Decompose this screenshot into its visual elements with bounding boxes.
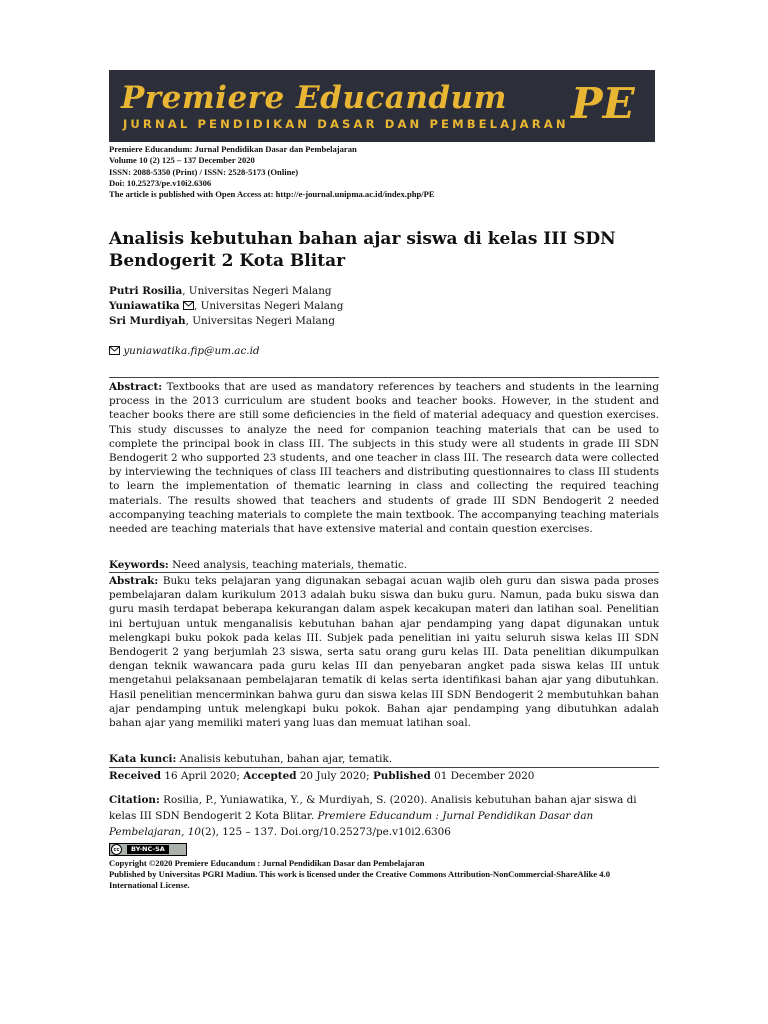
abstrak-text: Buku teks pelajaran yang digunakan sebagai acuan wajib oleh guru dan siswa pada proses pembelajaran dalam kurikulum 2013 adalah buku siswa dan buku guru. Namun, pada buku siswa dan guru masih terdapat beberapa kekurangan dalam aspek kecakupan materi dan latihan soal. Penelitian ini bertujuan untuk menganalisis kebutuhan bahan ajar pendamping yang dapat digunakan untuk melengkapi buku pokok pada kelas III. Subjek pada penelitian ini yaitu seluruh siswa kelas III SDN Bendogerit 2 yang berjumlah 23 siswa, serta satu orang guru kelas III. Data penelitian dikumpulkan dengan teknik wawancara pada guru kelas III dan penyebaran angket pada siswa kelas III untuk mengetahui pelaksanaan pembelajaran tematik di kelas serta identifikasi bahan ajar yang dibutuhkan. Hasil penelitian mencerminkan bahwa guru dan siswa kelas III SDN Bendogerit 2 membutuhkan bahan ajar pendamping untuk melengkapi buku pokok. Bahan ajar pendamping yang dibutuhkan adalah bahan ajar yang memiliki materi yang luas dan memuat latihan soal.: [109, 575, 659, 730]
published-by-line: Published by Universitas PGRI Madiun. This work is licensed under the Creative Commons Attribution-NonCommercial-ShareAlike 4.0 International License.: [109, 868, 611, 890]
abstract: [109, 380, 659, 536]
abstract-label: Abstract:: [109, 381, 163, 393]
citation-rest[interactable]: (2), 125 – 137. Doi.org/10.25273/pe.v10i2.6306: [200, 826, 451, 838]
email-link[interactable]: yuniawatika.fip@um.ac.id: [123, 345, 260, 357]
kata-kunci: [109, 752, 659, 766]
author-affiliation: , Universitas Negeri Malang: [193, 300, 344, 312]
kata-kunci-text: Analisis kebutuhan, bahan ajar, tematik.: [179, 753, 393, 765]
paper-title: Analisis kebutuhan bahan ajar siswa di kelas III SDN Bendogerit 2 Kota Blitar: [109, 229, 616, 271]
envelope-icon: [109, 346, 120, 355]
published-date: 01 December 2020: [434, 770, 535, 782]
keywords: [109, 558, 659, 572]
citation-label: Citation:: [109, 794, 160, 806]
divider: [109, 377, 659, 378]
kata-kunci-label: Kata kunci:: [109, 753, 177, 765]
corresponding-email: [109, 344, 260, 358]
author-name: Sri Murdiyah: [109, 315, 186, 327]
meta-issn: ISSN: 2088-5350 (Print) / ISSN: 2528-5173 (Online): [109, 166, 299, 177]
cc-badge-label: BY-NC-SA: [127, 845, 169, 854]
author-1: [109, 284, 343, 299]
received-label: Received: [109, 770, 162, 782]
citation-journal: Premiere Educandum : Jurnal Pendidikan Dasar dan Pembelajaran, 10: [109, 810, 594, 838]
author-name: Yuniawatika: [109, 300, 180, 312]
abstrak: [109, 574, 659, 730]
meta-journal: Premiere Educandum: Jurnal Pendidikan Dasar dan Pembelajaran: [109, 144, 357, 154]
keywords-text: Need analysis, teaching materials, thematic.: [172, 559, 408, 571]
citation: [109, 792, 659, 840]
keywords-label: Keywords:: [109, 559, 169, 571]
author-list: [109, 284, 343, 329]
banner-logo: PE: [571, 79, 635, 128]
divider: [109, 767, 659, 768]
meta-open-access[interactable]: The article is published with Open Access at: http://e-journal.unipma.ac.id/index.php/PE: [109, 189, 435, 200]
published-label: Published: [372, 770, 431, 782]
author-3: [109, 314, 343, 329]
divider: [109, 572, 659, 573]
copyright-line: Copyright ©2020 Premiere Educandum : Jurnal Pendidikan Dasar dan Pembelajaran: [109, 858, 425, 868]
received-date: 16 April 2020;: [164, 770, 240, 782]
citation-text: Rosilia, P., Yuniawatika, Y., & Murdiyah, S. (2020). Analisis kebutuhan bahan ajar siswa di kelas III SDN Bendogerit 2 Kota Blitar.: [109, 794, 637, 822]
author-affiliation: , Universitas Negeri Malang: [185, 315, 335, 327]
license-text: [109, 858, 659, 890]
author-affiliation: , Universitas Negeri Malang: [182, 285, 332, 297]
article-dates: [109, 769, 659, 783]
cc-icon: cc: [111, 844, 122, 855]
journal-banner: [109, 70, 655, 142]
meta-volume: Volume 10 (2) 125 – 137 December 2020: [109, 155, 255, 166]
journal-meta: [109, 144, 435, 200]
banner-title: Premiere Educandum: [121, 80, 507, 116]
banner-subtitle: JURNAL PENDIDIKAN DASAR DAN PEMBELAJARAN: [123, 117, 569, 131]
meta-doi: Doi: 10.25273/pe.v10i2.6306: [109, 177, 212, 188]
author-name: Putri Rosilia: [109, 285, 183, 297]
abstract-text: Textbooks that are used as mandatory references by teachers and students in the learning process in the 2013 curriculum are student books and teacher books. However, in the student and teacher books there are still some deficiencies in the field of material adequacy and question exercises. This study discusses to analyze the need for companion teaching materials that can be used to complete the principal book in class III. The subjects in this study were all students in grade III SDN Bendogerit 2 who supported 23 students, and one teacher in class III. The research data were collected by interviewing the techniques of class III teachers and distributing questionnaires to class III students to learn the implementation of thematic learning in class and collecting the required teaching materials. The results showed that teachers and students of grade III SDN Bendogerit 2 needed accompanying teaching materials to complete the main textbook. The accompanying teaching materials needed are teaching materials that have extensive material and contain question exercises.: [109, 381, 659, 536]
accepted-label: Accepted: [243, 770, 297, 782]
accepted-date: 20 July 2020;: [299, 770, 370, 782]
author-2: [109, 299, 343, 314]
envelope-icon: [183, 301, 194, 310]
cc-license-badge[interactable]: [109, 843, 187, 856]
abstrak-label: Abstrak:: [109, 575, 159, 587]
